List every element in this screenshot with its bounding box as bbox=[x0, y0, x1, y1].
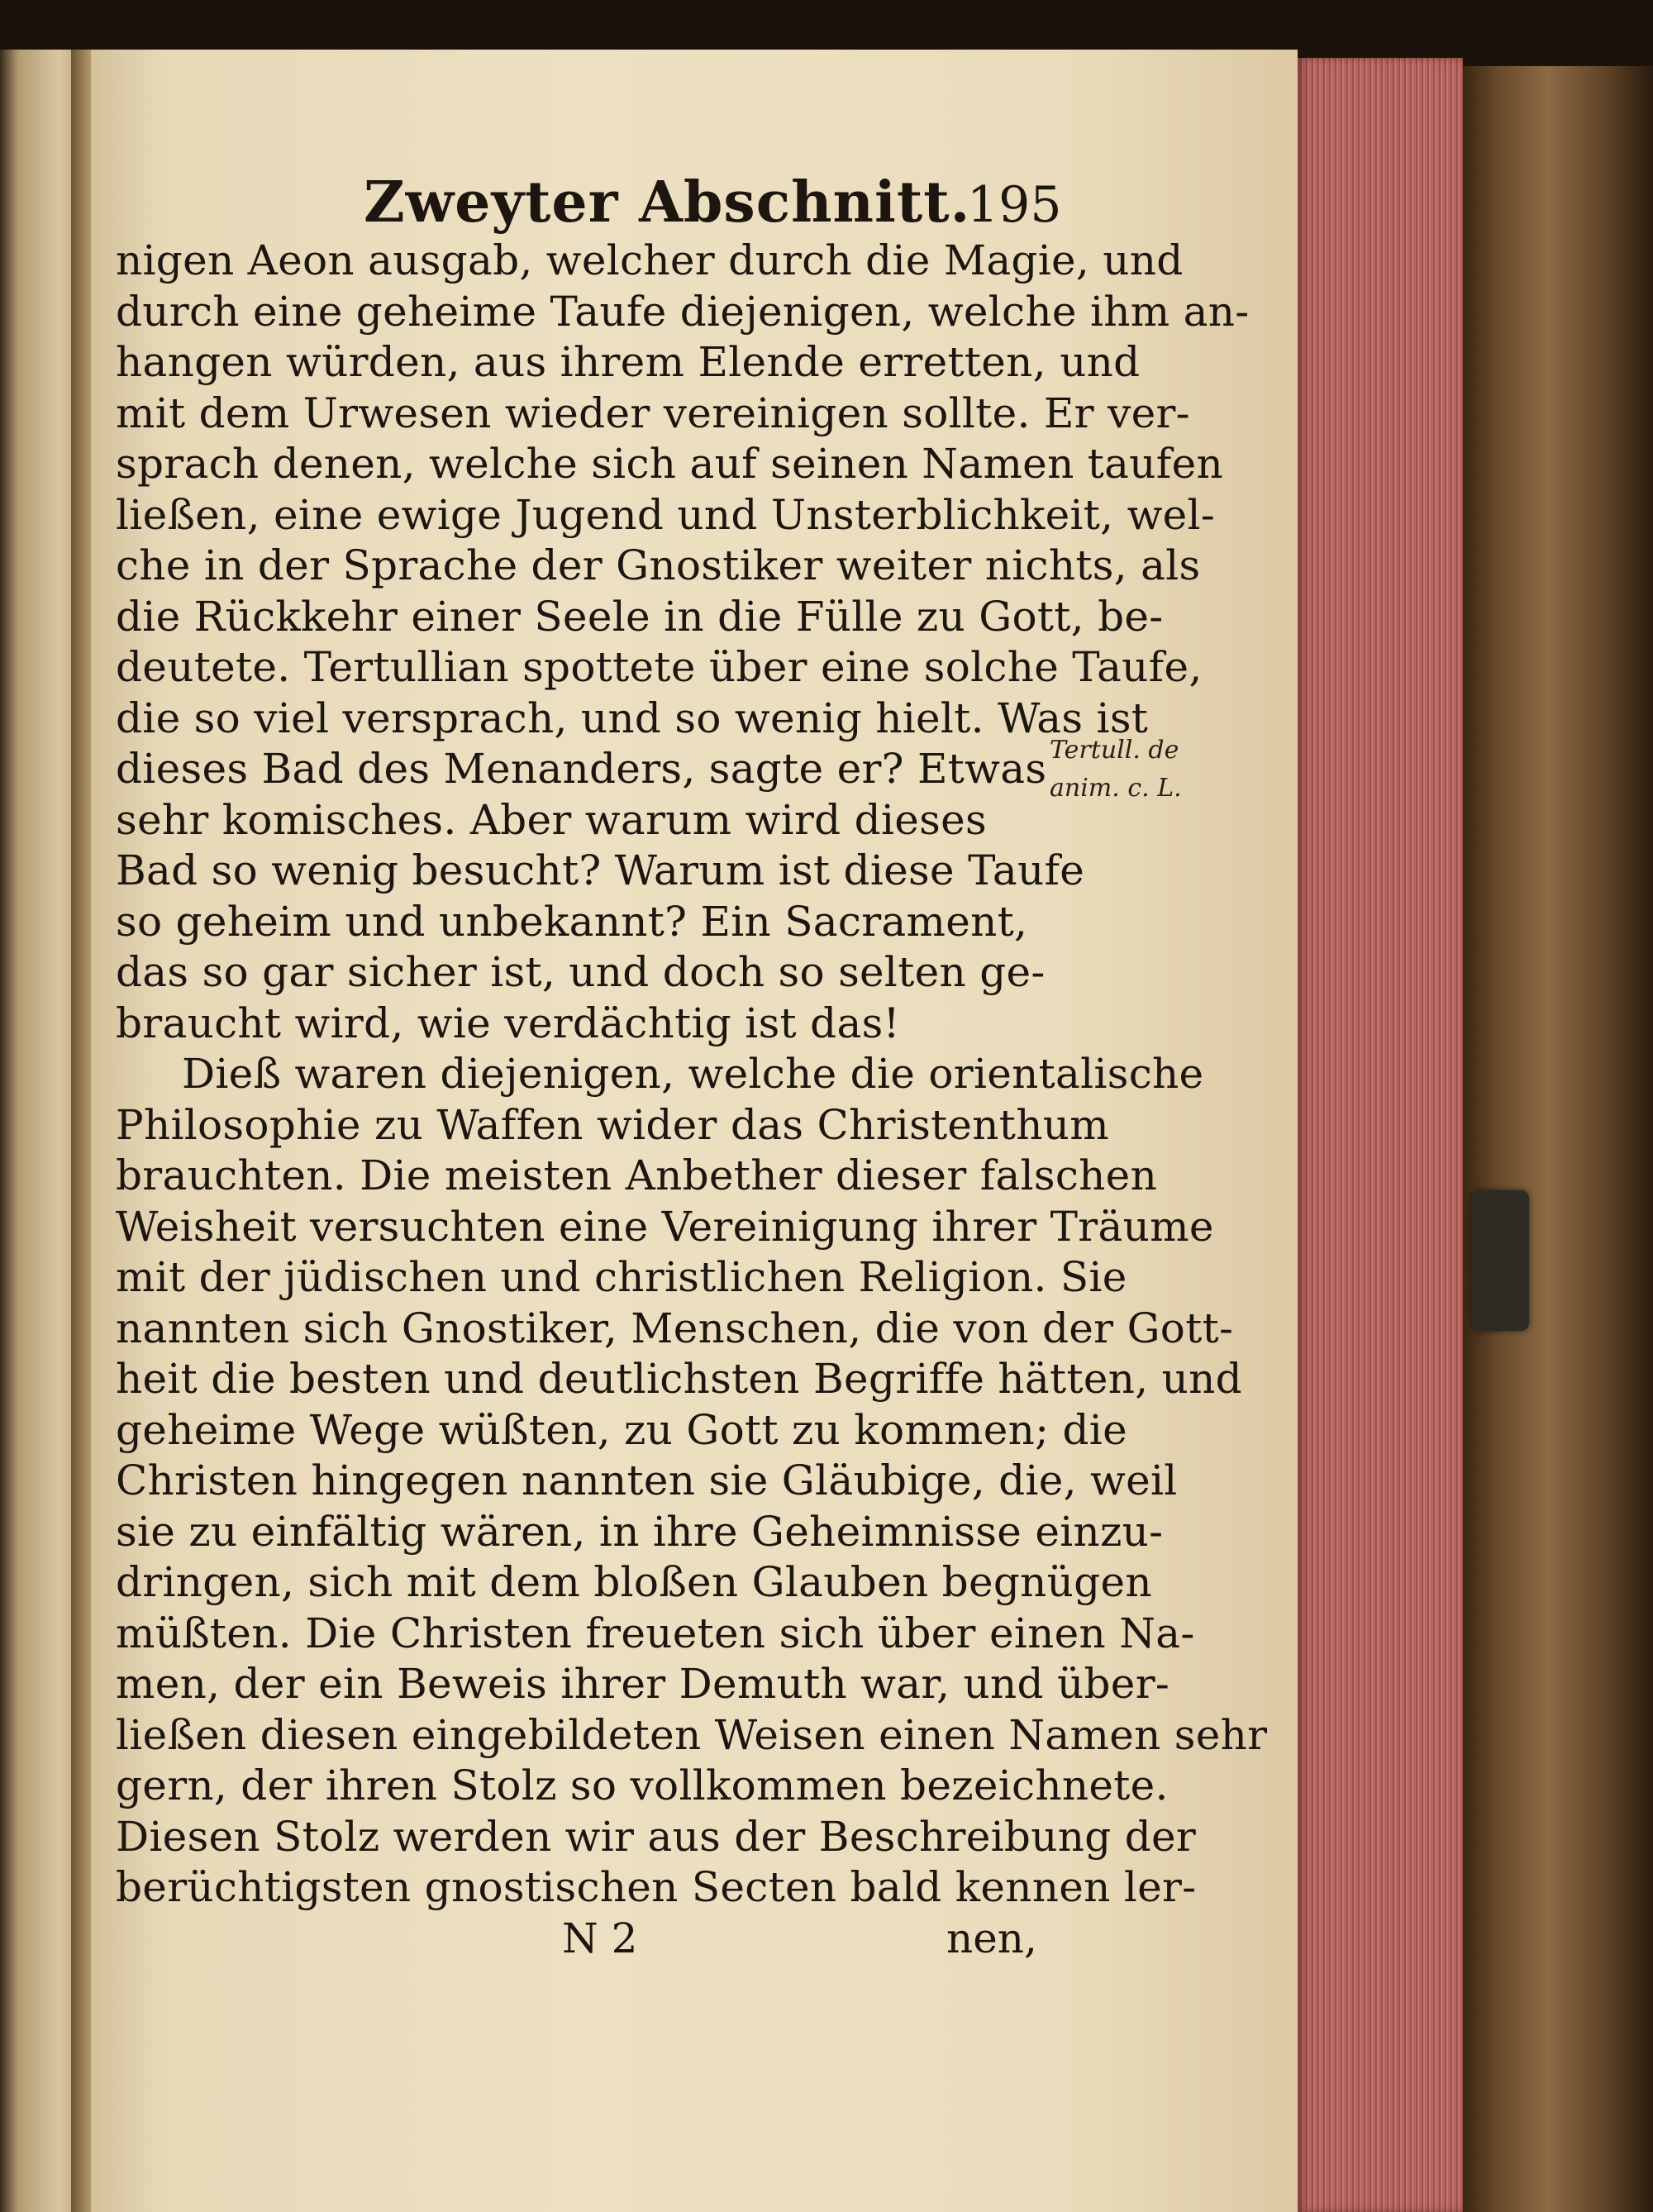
cover-clasp bbox=[1471, 1190, 1529, 1331]
text-line: braucht wird, wie verdächtig ist das! bbox=[116, 999, 900, 1047]
text-line: das so gar sicher ist, und doch so selten ge- bbox=[116, 948, 1046, 996]
red-page-edges bbox=[1298, 58, 1463, 2212]
facing-page-edge bbox=[0, 50, 74, 2212]
text-line: men, der ein Beweis ihrer Demuth war, und über- bbox=[116, 1660, 1170, 1708]
leather-cover bbox=[1463, 66, 1653, 2212]
text-line: dieses Bad des Menanders, sagte er? Etwas bbox=[116, 745, 1047, 793]
paragraph-start-line: Dieß waren diejenigen, welche die orientalische bbox=[182, 1050, 1204, 1098]
running-title: Zweyter Abschnitt. bbox=[364, 169, 971, 236]
text-line: Christen hingegen nannten sie Gläubige, die, weil bbox=[116, 1456, 1178, 1504]
text-line: geheime Wege wüßten, zu Gott zu kommen; die bbox=[116, 1405, 1127, 1454]
marginal-note bbox=[1050, 732, 1182, 808]
text-line: che in der Sprache der Gnostiker weiter nichts, als bbox=[116, 541, 1201, 589]
text-line: deutete. Tertullian spottete über eine solche Taufe, bbox=[116, 643, 1203, 691]
text-line: Diesen Stolz werden wir aus der Beschreibung der bbox=[116, 1812, 1197, 1861]
text-line: Weisheit versuchten eine Vereinigung ihrer Träume bbox=[116, 1202, 1214, 1251]
text-line: sprach denen, welche sich auf seinen Namen taufen bbox=[116, 440, 1223, 488]
text-line: sie zu einfältig wären, in ihre Geheimnisse einzu- bbox=[116, 1507, 1164, 1556]
text-line: ließen, eine ewige Jugend und Unsterblichkeit, wel- bbox=[116, 490, 1216, 539]
page-footer bbox=[116, 1914, 1050, 1971]
text-line: Philosophie zu Waffen wider das Christenthum bbox=[116, 1100, 1109, 1149]
text-line: heit die besten und deutlichsten Begriffe hätten, und bbox=[116, 1355, 1242, 1403]
text-line: die Rückkehr einer Seele in die Fülle zu Gott, be- bbox=[116, 592, 1164, 641]
text-line: nannten sich Gnostiker, Menschen, die von der Gott- bbox=[116, 1304, 1234, 1352]
text-line: mit dem Urwesen wieder vereinigen sollte. Er ver- bbox=[116, 389, 1190, 437]
text-line: sehr komisches. Aber warum wird dieses bbox=[116, 795, 987, 844]
marginal-note-line: anim. c. L. bbox=[1050, 774, 1182, 803]
text-line: durch eine geheime Taufe diejenigen, welche ihm an- bbox=[116, 287, 1250, 336]
text-line: mit der jüdischen und christlichen Religion. Sie bbox=[116, 1253, 1127, 1301]
text-line: gern, der ihren Stolz so vollkommen bezeichnete. bbox=[116, 1761, 1169, 1809]
catchword: nen, bbox=[946, 1914, 1037, 1962]
text-line: dringen, sich mit dem bloßen Glauben begnügen bbox=[116, 1558, 1152, 1606]
text-line: müßten. Die Christen freueten sich über einen Na- bbox=[116, 1609, 1195, 1657]
text-line: Bad so wenig besucht? Warum ist diese Taufe bbox=[116, 846, 1085, 894]
text-line: die so viel versprach, und so wenig hielt. Was ist bbox=[116, 694, 1149, 742]
text-line: ließen diesen eingebildeten Weisen einen Namen sehr bbox=[116, 1710, 1268, 1759]
text-line: hangen würden, aus ihrem Elende erretten, und bbox=[116, 338, 1141, 386]
running-head bbox=[116, 161, 1062, 236]
text-line: brauchten. Die meisten Anbether dieser falschen bbox=[116, 1151, 1158, 1199]
marginal-note-line: Tertull. de bbox=[1050, 736, 1179, 765]
signature-mark: N 2 bbox=[562, 1914, 638, 1962]
text-line: nigen Aeon ausgab, welcher durch die Magie, und bbox=[116, 236, 1184, 284]
page-number: 195 bbox=[967, 176, 1062, 234]
text-line: berüchtigsten gnostischen Secten bald kennen ler- bbox=[116, 1863, 1197, 1911]
text-line: so geheim und unbekannt? Ein Sacrament, bbox=[116, 897, 1028, 946]
